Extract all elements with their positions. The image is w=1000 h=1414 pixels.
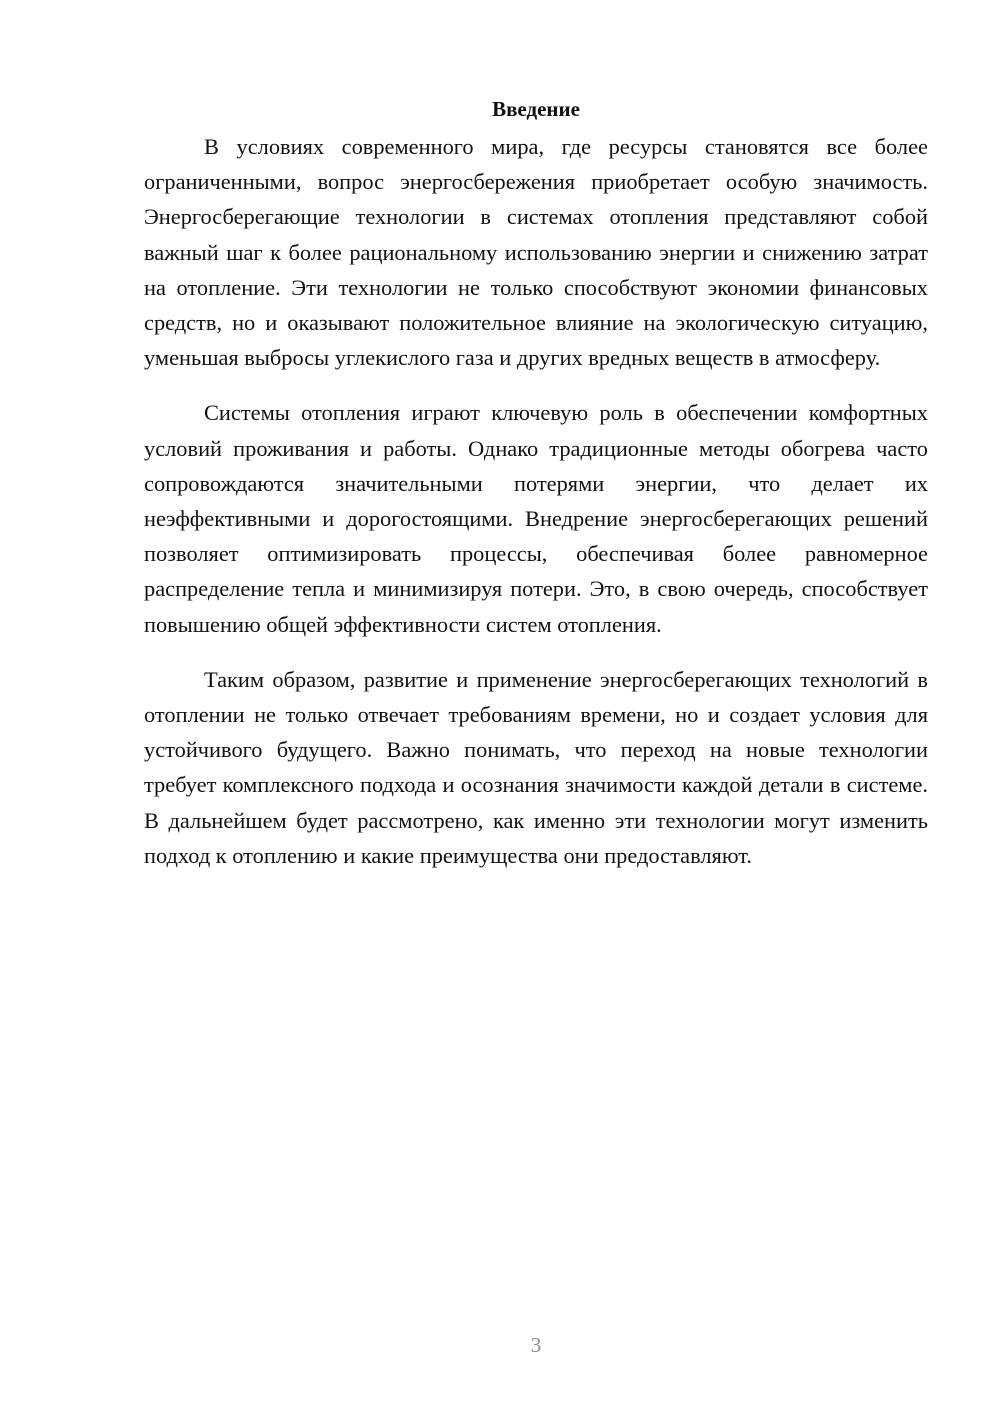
page-number: 3 bbox=[530, 1333, 542, 1357]
document-body bbox=[144, 92, 928, 893]
section-title: Введение bbox=[492, 97, 580, 121]
paragraph: В условиях современного мира, где ресурсы становятся все более ограниченными, вопрос энергосбережения приобретает особую значимость. Энергосберегающие технологии в системах отопления представляют собой важный шаг к более рациональному использованию энергии и снижению затрат на отопление. Эти технологии не только способствуют экономии финансовых средств, но и оказывают положительное влияние на экологическую ситуацию, уменьшая выбросы углекислого газа и других вредных веществ в атмосферу. bbox=[144, 134, 928, 371]
paragraph: Таким образом, развитие и применение энергосберегающих технологий в отоплении не только отвечает требованиям времени, но и создает условия для устойчивого будущего. Важно понимать, что переход на новые технологии требует комплексного подхода и осознания значимости каждой детали в системе. В дальнейшем будет рассмотрено, как именно эти технологии могут изменить подход к отоплению и какие преимущества они предоставляют. bbox=[144, 666, 928, 868]
paragraph: Системы отопления играют ключевую роль в обеспечении комфортных условий проживания и работы. Однако традиционные методы обогрева часто сопровождаются значительными потерями энергии, что делает их неэффективными и дорогостоящими. Внедрение энергосберегающих решений позволяет оптимизировать процессы, обеспечивая более равномерное распределение тепла и минимизируя потери. Это, в свою очередь, способствует повышению общей эффективности систем отопления. bbox=[144, 400, 928, 637]
